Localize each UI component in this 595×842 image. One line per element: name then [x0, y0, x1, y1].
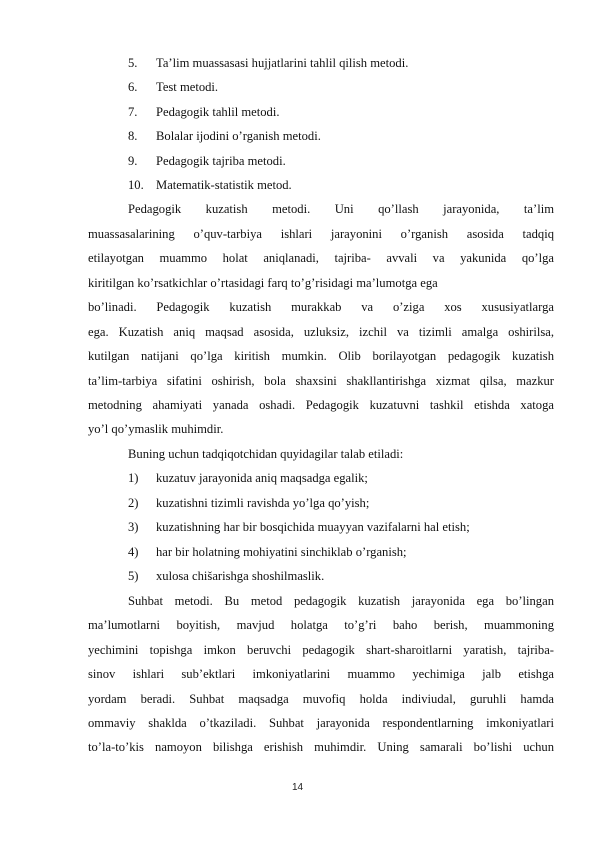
list-item: Pedagogik tahlil metodi. — [156, 105, 280, 119]
page-number: 14 — [291, 782, 304, 793]
paragraph-line: sinov ishlari sub’ektlari imkoniyatlarini muammo yechimiga jalb etishga — [88, 667, 554, 681]
list-item: kuzatuv jarayonida aniq maqsadga egalik; — [156, 471, 368, 485]
list-number: 6. — [128, 80, 138, 94]
paragraph-line: bo’linadi. Pedagogik kuzatish murakkab va o’ziga xos xususiyatlarga — [88, 300, 554, 314]
paragraph-line: ta’lim-tarbiya sifatini oshirish, bola shaxsini shakllantirishga xizmat qilsa, mazkur — [88, 374, 554, 388]
paragraph-line: yo’l qo’ymaslik muhimdir. — [88, 422, 224, 436]
paragraph-line: etilayotgan muammo holat aniqlanadi, tajriba- avvali va yakunida qo’lga — [88, 251, 554, 265]
paragraph-line: muassasalarining o’quv-tarbiya ishlari jarayonini o’rganish asosida tadqiq — [88, 227, 554, 241]
list-number: 9. — [128, 154, 138, 168]
paragraph-line: ega. Kuzatish aniq maqsad asosida, uzluksiz, izchil va tizimli amalga oshirilsa, — [88, 325, 554, 339]
paragraph-line: ma’lumotlarni boyitish, mavjud holatga to’g’ri baho berish, muammoning — [88, 618, 554, 632]
paragraph-line: Suhbat metodi. Bu metod pedagogik kuzatish jarayonida ega bo’lingan — [128, 594, 554, 608]
paragraph-line: metodning ahamiyati yanada oshadi. Pedagogik kuzatuvni tashkil etishda xatoga — [88, 398, 554, 412]
list-item: Pedagogik tajriba metodi. — [156, 154, 286, 168]
list-item: har bir holatning mohiyatini sinchiklab o’rganish; — [156, 545, 407, 559]
paragraph-line: to’la-to’kis namoyon bilishga erishish muhimdir. Uning samarali bo’lishi uchun — [88, 740, 554, 754]
list-number: 3) — [128, 520, 139, 534]
list-item: Bolalar ijodini o’rganish metodi. — [156, 129, 321, 143]
paragraph-line: yechimini topishga imkon beruvchi pedagogik shart-sharoitlarni yaratish, tajriba- — [88, 643, 554, 657]
paragraph-line: kutilgan natijani qo’lga kiritish mumkin. Olib borilayotgan pedagogik kuzatish — [88, 349, 554, 363]
list-item: Matematik-statistik metod. — [156, 178, 292, 192]
list-item: kuzatishning har bir bosqichida muayyan vazifalarni hal etish; — [156, 520, 470, 534]
requirements-intro: Buning uchun tadqiqotchidan quyidagilar talab etiladi: — [128, 447, 404, 461]
paragraph-line: yordam beradi. Suhbat maqsadga muvofiq holda indiviudal, guruhli hamda — [88, 692, 554, 706]
list-number: 1) — [128, 471, 139, 485]
list-number: 10. — [128, 178, 144, 192]
list-number: 5) — [128, 569, 139, 583]
list-number: 8. — [128, 129, 138, 143]
paragraph-line: Pedagogik kuzatish metodi. Uni qo’llash jarayonida, ta’lim — [128, 202, 554, 216]
list-item: kuzatishni tizimli ravishda yo’lga qo’yish; — [156, 496, 370, 510]
list-number: 4) — [128, 545, 139, 559]
paragraph-line: kiritilgan ko’rsatkichlar o’rtasidagi farq to’g’risidagi ma’lumotga ega — [88, 276, 438, 290]
list-number: 2) — [128, 496, 139, 510]
list-item: Ta’lim muassasasi hujjatlarini tahlil qilish metodi. — [156, 56, 409, 70]
list-number: 7. — [128, 105, 138, 119]
list-item: xulosa chišarishga shoshilmaslik. — [156, 569, 325, 583]
list-item: Test metodi. — [156, 80, 219, 94]
list-number: 5. — [128, 56, 138, 70]
paragraph-line: ommaviy shaklda o’tkaziladi. Suhbat jarayonida respondentlarning imkoniyatlari — [88, 716, 554, 730]
